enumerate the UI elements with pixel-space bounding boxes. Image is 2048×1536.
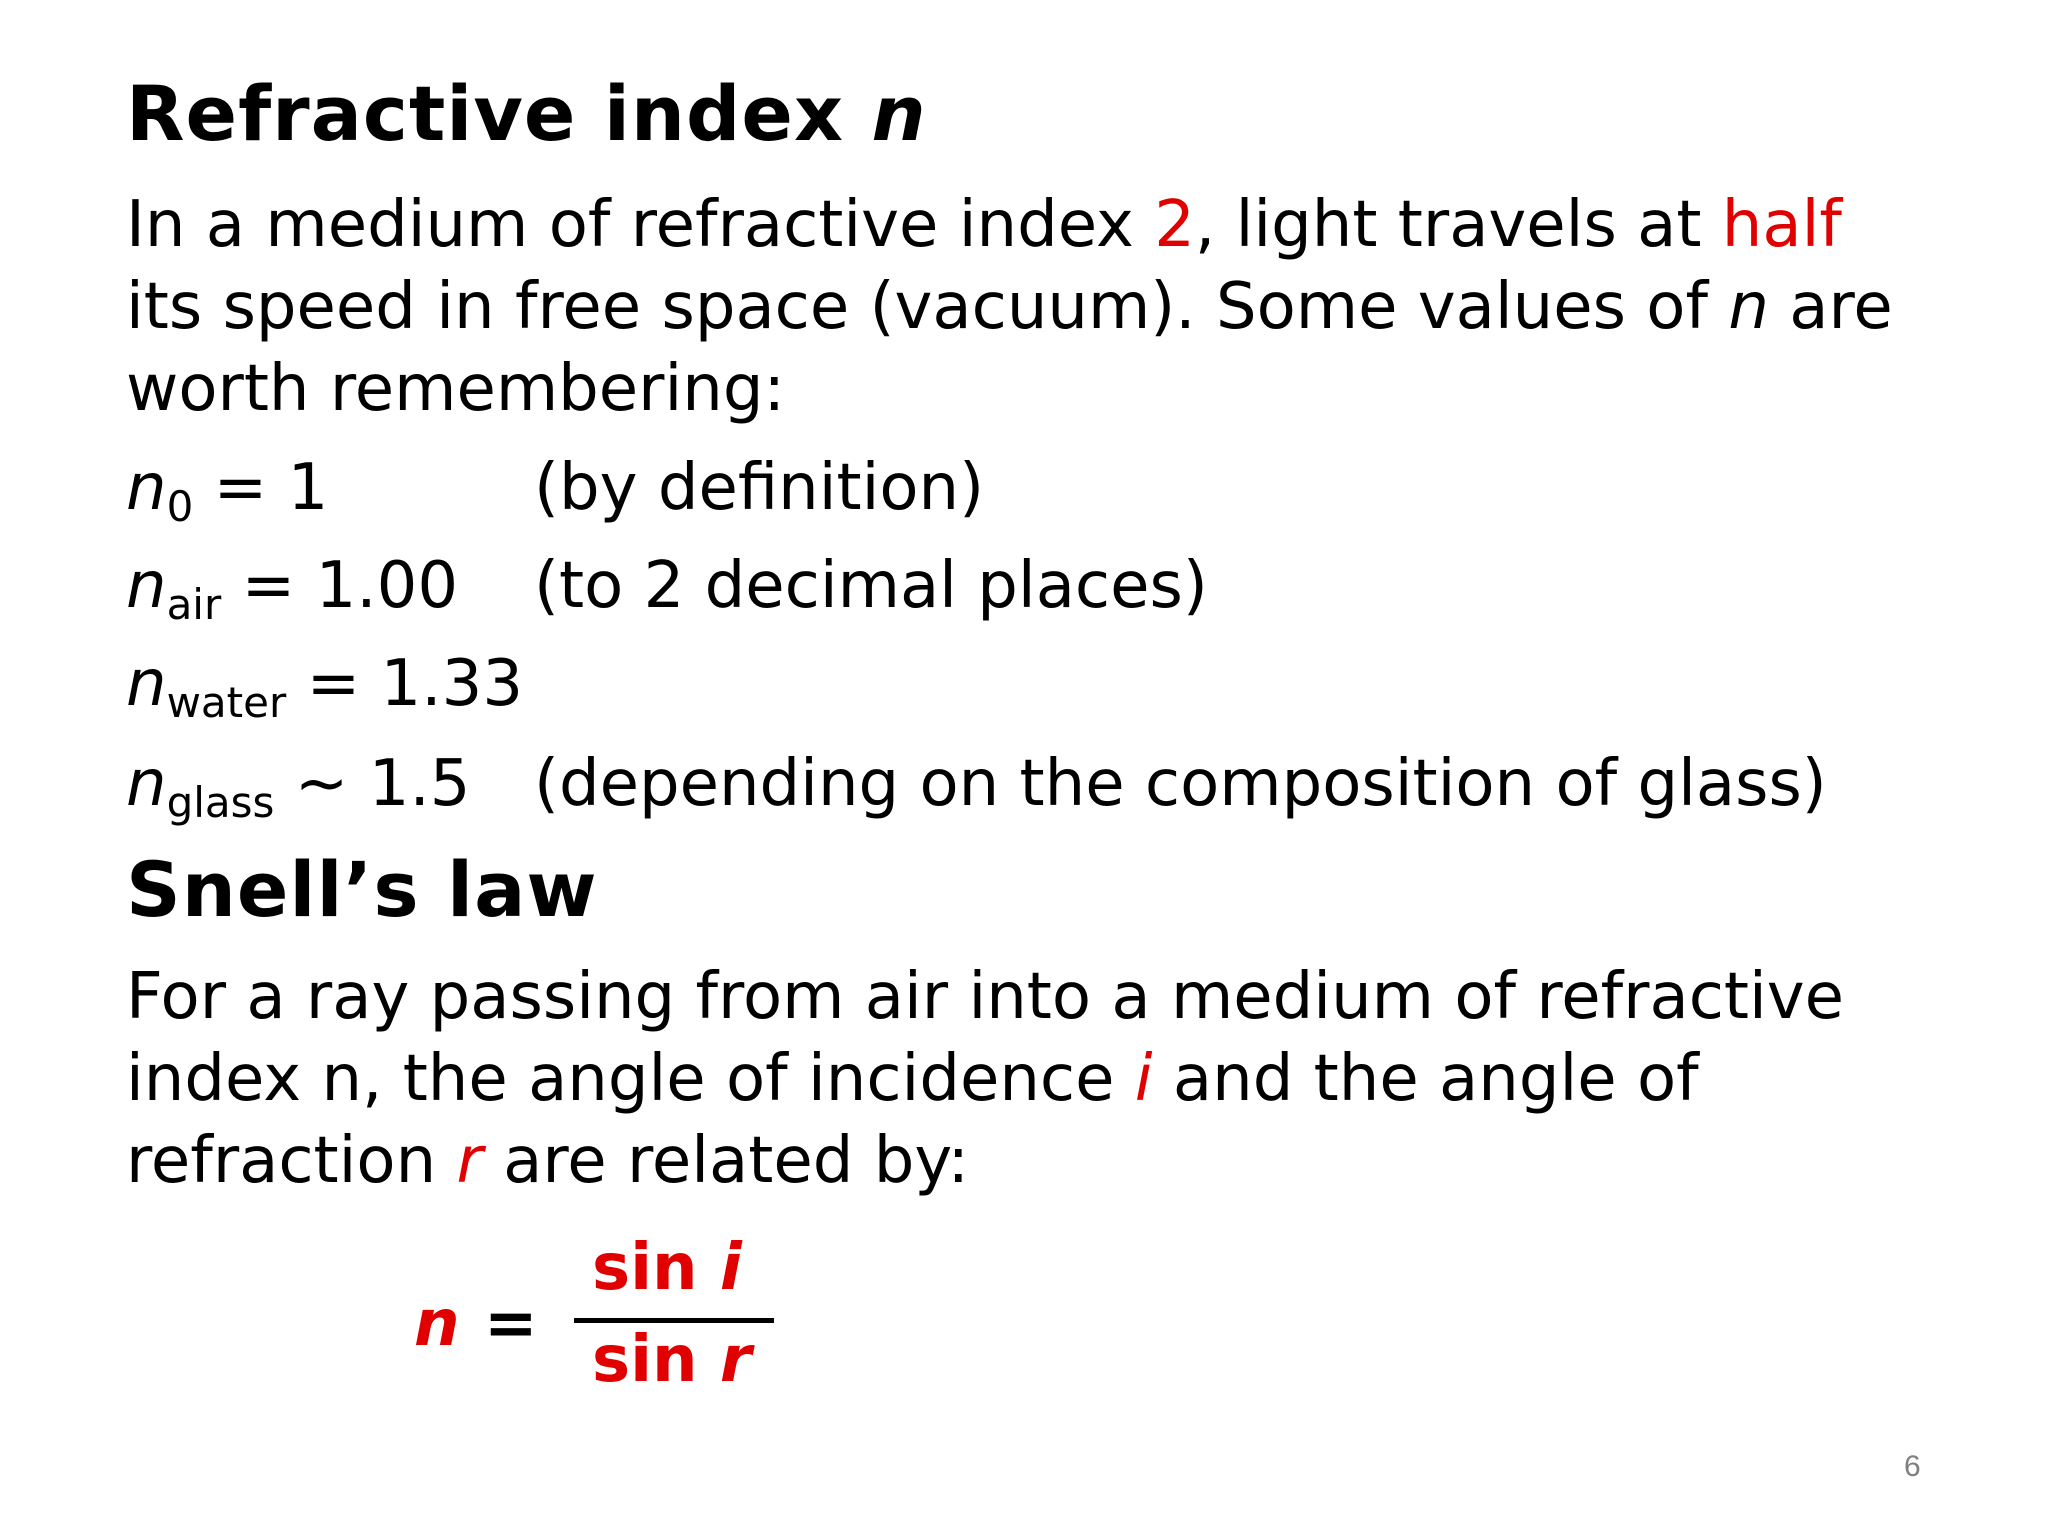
snell-formula — [414, 1231, 794, 1397]
value-relation: = 1 — [193, 451, 329, 525]
value-note: (by definition) — [534, 451, 985, 525]
formula-equals: = — [484, 1287, 538, 1361]
sin-function: sin — [592, 1323, 698, 1397]
value-relation: = 1.33 — [286, 647, 524, 721]
symbol-n: n — [126, 647, 167, 721]
snell-text: refraction — [126, 1124, 457, 1198]
symbol-n: n — [126, 549, 167, 623]
symbol-n: n — [1728, 270, 1769, 344]
formula-denominator — [592, 1323, 752, 1397]
value-expression — [126, 647, 524, 727]
formula-numerator — [592, 1231, 742, 1305]
symbol-r: r — [456, 1124, 483, 1198]
value-note: (depending on the composition of glass) — [534, 747, 1827, 821]
subscript: 0 — [166, 481, 194, 531]
symbol-i: i — [1134, 1042, 1153, 1116]
highlight-index-value: 2 — [1154, 188, 1195, 262]
subscript: air — [166, 579, 222, 629]
snell-line-3 — [126, 1120, 1844, 1202]
intro-paragraph — [126, 184, 1893, 430]
value-note: (to 2 decimal places) — [534, 549, 1208, 623]
snell-line-1: For a ray passing from air into a medium of refractive — [126, 960, 1844, 1034]
intro-text: , light travels at — [1194, 188, 1722, 262]
intro-line-2 — [126, 266, 1893, 348]
intro-line-1 — [126, 184, 1893, 266]
value-expression — [126, 747, 471, 827]
page-number: 6 — [1904, 1450, 1921, 1483]
symbol-r: r — [719, 1323, 752, 1397]
snell-text: and the angle of — [1152, 1042, 1699, 1116]
slide-title — [126, 69, 927, 158]
snell-text: are related by: — [482, 1124, 970, 1198]
intro-text: its speed in free space (vacuum). Some values of — [126, 270, 1729, 344]
snell-text: index n, the angle of incidence — [126, 1042, 1135, 1116]
intro-text: In a medium of refractive index — [126, 188, 1155, 262]
symbol-n: n — [126, 747, 167, 821]
formula-lhs: n — [414, 1287, 460, 1361]
sin-function: sin — [592, 1231, 698, 1305]
title-symbol: n — [871, 69, 927, 158]
highlight-half: half — [1721, 188, 1842, 262]
snell-line-2 — [126, 1038, 1844, 1120]
subscript: water — [166, 677, 287, 727]
snell-heading: Snell’s law — [126, 845, 598, 934]
intro-text: are — [1768, 270, 1893, 344]
snell-paragraph — [126, 956, 1844, 1202]
title-text: Refractive index — [126, 69, 844, 158]
value-expression — [126, 451, 329, 531]
value-relation: ~ 1.5 — [274, 747, 471, 821]
intro-line-3: worth remembering: — [126, 352, 785, 426]
subscript: glass — [166, 777, 275, 827]
value-expression — [126, 549, 459, 629]
value-relation: = 1.00 — [221, 549, 459, 623]
symbol-i: i — [719, 1231, 742, 1305]
symbol-n: n — [126, 451, 167, 525]
